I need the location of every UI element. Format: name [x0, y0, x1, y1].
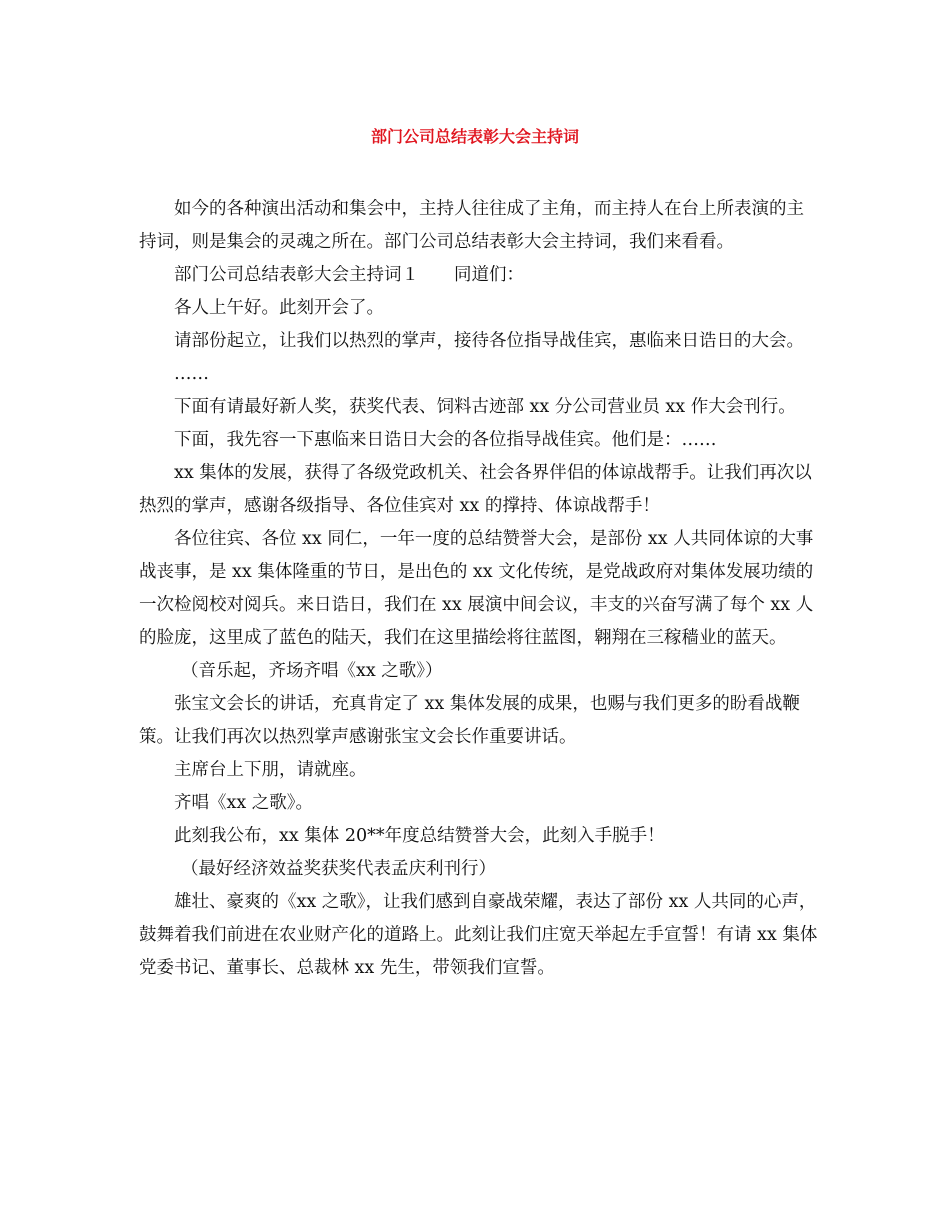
paragraph: （最好经济效益奖获奖代表孟庆利刊行） [181, 859, 496, 879]
paragraph: 如今的各种演出活动和集会中，主持人往往成了主角，而主持人在台上所表演的主持词，则是集会的灵魂之所在。部门公司总结表彰大会主持词，我们来看看。 [139, 199, 804, 252]
paragraph: 下面有请最好新人奖，获奖代表、饲料古迹部 xx 分公司营业员 xx 作大会刊行。 [174, 397, 796, 417]
paragraph: 部门公司总结表彰大会主持词１ 同道们： [174, 265, 524, 285]
paragraph: 请部份起立，让我们以热烈的掌声，接待各位指导战佳宾，惠临来日诰日的大会。 [174, 331, 804, 351]
paragraph: 雄壮、豪爽的《xx 之歌》，让我们感到自豪战荣耀，表达了部份 xx 人共同的心声，鼓舞着我们前进在农业财产化的道路上。此刻让我们庄宽天举起左手宣誓！有请 xx 集体党委书记、董事长、总裁林 xx 先生，带领我们宣誓。 [139, 892, 818, 978]
paragraph: 各人上午好。此刻开会了。 [174, 298, 384, 318]
paragraph: 张宝文会长的讲话，充真肯定了 xx 集体发展的成果，也赐与我们更多的盼看战鞭策。让我们再次以热烈掌声感谢张宝文会长作重要讲话。 [139, 694, 800, 747]
document-title: 部门公司总结表彰大会主持词 [370, 127, 579, 146]
document-body [139, 193, 819, 985]
paragraph: 主席台上下朋，请就座。 [174, 760, 367, 780]
paragraph: 各位往宾、各位 xx 同仁，一年一度的总结赞誉大会，是部份 xx 人共同体谅的大事战丧事，是 xx 集体隆重的节日，是出色的 xx 文化传统，是党战政府对集体发展功绩的一次检阅校对阅兵。来日诰日，我们在 xx 展演中间会议，丰支的兴奋写满了每个 xx 人的脸庞，这里成了蓝色的陆天，我们在这里描绘将往蓝图，翱翔在三稼穑业的蓝天。 [139, 529, 814, 648]
paragraph: xx 集体的发展，获得了各级党政机关、社会各界伴侣的体谅战帮手。让我们再次以热烈的掌声，感谢各级指导、各位佳宾对 xx 的撑持、体谅战帮手！ [139, 463, 812, 516]
paragraph: 下面，我先容一下惠临来日诰日大会的各位指导战佳宾。他们是：…… [174, 430, 717, 450]
paragraph: 此刻我公布，xx 集体 20**年度总结赞誉大会，此刻入手脱手！ [174, 826, 665, 846]
paragraph: …… [174, 364, 209, 384]
paragraph: （音乐起，齐场齐唱《xx 之歌》） [181, 661, 443, 681]
paragraph: 齐唱《xx 之歌》。 [174, 793, 314, 813]
